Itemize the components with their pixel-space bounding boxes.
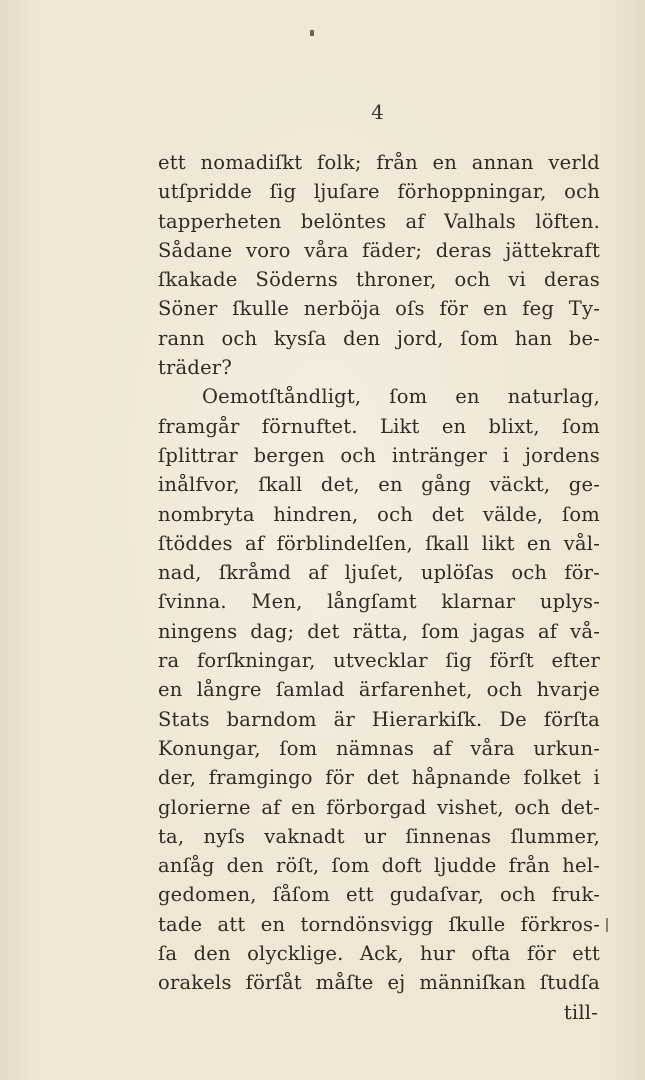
text-line: ſa den olycklige. Ack, hur ofta för ett	[158, 942, 600, 966]
text-line: orakels förſåt måſte ej männiſkan ſtudſa	[158, 971, 600, 995]
text-line: glorierne af en förborgad vishet, och det-	[158, 795, 600, 819]
text-line: nombryta hindren, och det välde, ſom	[158, 502, 600, 526]
text-line: ſvinna. Men, långſamt klarnar uplys-	[158, 590, 600, 614]
text-line: der, framgingo för det håpnande folket i	[158, 766, 600, 790]
text-line: Oemotſtåndligt, ſom en naturlag,	[202, 385, 600, 409]
text-line: rann och kysſa den jord, ſom han be-	[158, 326, 600, 350]
text-line: ſtöddes af förblindelſen, ſkall likt en vål-	[158, 531, 600, 555]
text-line: Sådane voro våra fäder; deras jättekraft	[158, 238, 600, 262]
text-line: tapperheten belöntes af Valhals löften.	[158, 209, 600, 233]
text-line: Söner ſkulle nerböja oſs för en feg Ty-	[158, 297, 600, 321]
text-line: nad, ſkråmd af ljuſet, uplöſas och för-	[158, 561, 600, 585]
page-number: 4	[371, 100, 384, 124]
text-line: träder?	[158, 356, 232, 380]
text-line: gedomen, ſåſom ett gudaſvar, och fruk-	[158, 883, 600, 907]
body-text	[158, 148, 600, 1027]
catchword: till-	[563, 1000, 598, 1024]
text-line: en långre ſamlad ärfarenhet, och hvarje	[158, 678, 600, 702]
ink-speck	[310, 30, 314, 36]
text-line: anſåg den röſt, ſom doft ljudde från hel-	[158, 854, 600, 878]
text-line: inålfvor, ſkall det, en gång väckt, ge-	[158, 473, 600, 497]
text-line: ſplittrar bergen och intränger i jordens	[158, 443, 600, 467]
text-line: framgår förnuftet. Likt en blixt, ſom	[158, 414, 600, 438]
text-line: tade att en torndönsvigg ſkulle förkros-	[158, 912, 600, 936]
text-line: ett nomadiſkt folk; från en annan verld	[158, 151, 600, 174]
page-edge-mark	[606, 918, 608, 932]
text-line: ſkakade Söderns throner, och vi deras	[158, 268, 600, 292]
text-line: Stats barndom är Hierarkiſk. De förſta	[158, 707, 600, 731]
text-line: ningens dag; det rätta, ſom jagas af vå-	[158, 619, 600, 643]
text-line: ta, nyſs vaknadt ur ſinnenas ſlummer,	[158, 824, 600, 848]
text-line: Konungar, ſom nämnas af våra urkun-	[158, 736, 600, 760]
text-line: ra forſkningar, utvecklar ſig förſt efter	[158, 649, 600, 673]
text-line: utſpridde ſig ljuſare förhoppningar, och	[158, 180, 600, 204]
